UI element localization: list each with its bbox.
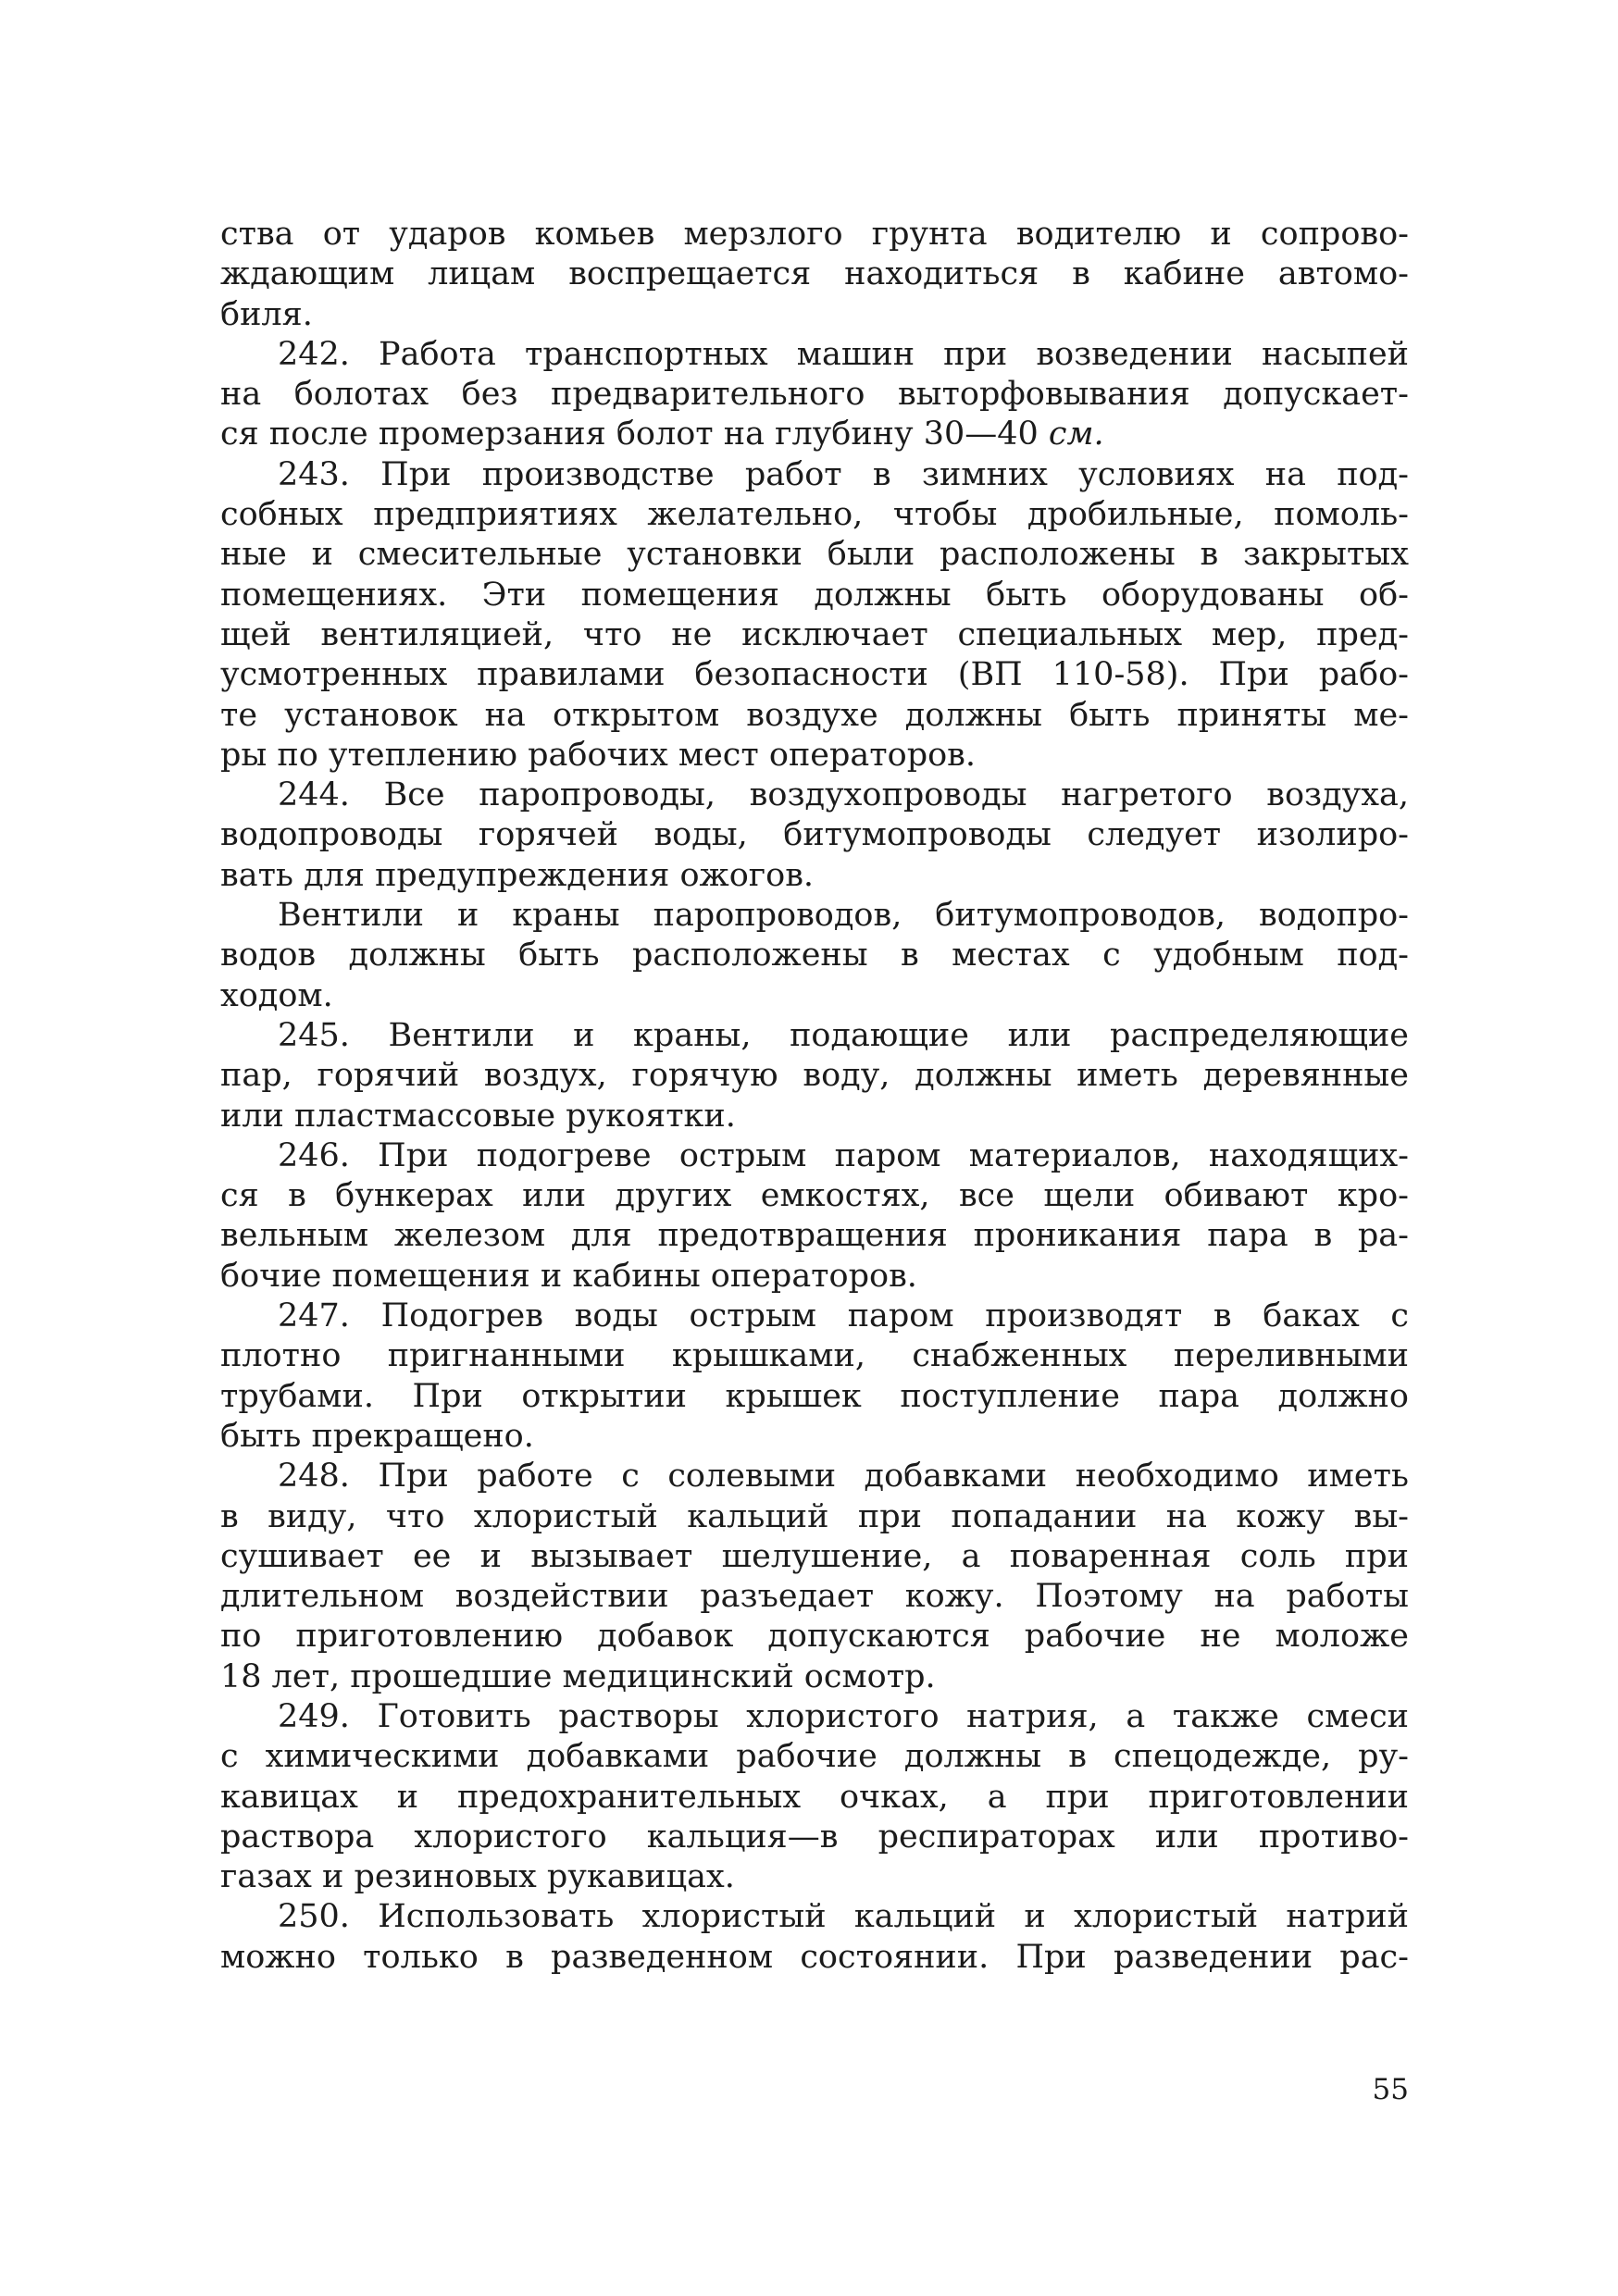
text-line: бочие помещения и кабины операторов.	[220, 1257, 917, 1295]
paragraph-243-start: 243. При производстве работ в зимних условиях на под-	[278, 455, 1409, 493]
text-line: 18 лет, прошедшие медицинский осмотр.	[220, 1657, 936, 1695]
text-line: газах и резиновых рукавицах.	[220, 1858, 735, 1896]
page-number: 55	[1372, 2073, 1409, 2106]
text-line: щей вентиляцией, что не исключает специальных мер, пред-	[220, 615, 1409, 653]
paragraph-242-start: 242. Работа транспортных машин при возведении насыпей	[278, 335, 1409, 373]
text-line: водов должны быть расположены в местах с удобным под-	[220, 937, 1409, 974]
text-line: усмотренных правилами безопасности (ВП 110-58). При рабо-	[220, 656, 1409, 694]
text-line: вать для предупреждения ожогов.	[220, 856, 815, 894]
text-line: те установок на открытом воздухе должны быть приняты ме-	[220, 696, 1409, 734]
paragraph-244-start: 244. Все паропроводы, воздухопроводы нагретого воздуха,	[278, 776, 1409, 814]
paragraph-248-start: 248. При работе с солевыми добавками необходимо иметь	[278, 1458, 1409, 1496]
text-line: вельным железом для предотвращения проникания пара в ра-	[220, 1217, 1409, 1255]
text-line: пар, горячий воздух, горячую воду, должны иметь деревянные	[220, 1057, 1409, 1095]
text-line: ные и смесительные установки были расположены в закрытых	[220, 536, 1409, 574]
text-line: собных предприятиях желательно, чтобы дробильные, помоль-	[220, 496, 1409, 534]
paragraph-250-start: 250. Использовать хлористый кальций и хлористый натрий	[278, 1898, 1409, 1936]
text-line: или пластмассовые рукоятки.	[220, 1097, 736, 1135]
text-line: раствора хлористого кальция—в респираторах или противо-	[220, 1818, 1409, 1855]
text-line: можно только в разведенном состоянии. При разведении рас-	[220, 1938, 1409, 1976]
text-line: помещениях. Эти помещения должны быть оборудованы об-	[220, 576, 1409, 614]
text-line: ходом.	[220, 976, 333, 1014]
text-line: по приготовлению добавок допускаются рабочие не моложе	[220, 1618, 1409, 1656]
text-line: ры по утеплению рабочих мест операторов.	[220, 736, 977, 774]
text-line: сушивает ее и вызывает шелушение, а поваренная соль при	[220, 1537, 1409, 1575]
text-line: ства от ударов комьев мерзлого грунта водителю и сопрово-	[220, 216, 1409, 253]
text-line-main: ся после промерзания болот на глубину 30—40	[220, 416, 1049, 453]
text-line: в виду, что хлористый кальций при попадании на кожу вы-	[220, 1497, 1409, 1535]
text-line: ждающим лицам воспрещается находиться в кабине автомо-	[220, 255, 1409, 293]
text-line: трубами. При открытии крышек поступление пара должно	[220, 1377, 1409, 1415]
paragraph-249-start: 249. Готовить растворы хлористого натрия, а также смеси	[278, 1697, 1409, 1735]
paragraph-valves-start: Вентили и краны паропроводов, битумопроводов, водопро-	[278, 897, 1409, 935]
text-line: биля.	[220, 295, 313, 333]
text-line: быть прекращено.	[220, 1417, 534, 1455]
body-text	[220, 215, 1409, 1978]
text-line: ся в бункерах или других емкостях, все щели обивают кро-	[220, 1177, 1409, 1215]
text-line: кавицах и предохранительных очках, а при приготовлении	[220, 1778, 1409, 1816]
text-line: на болотах без предварительного выторфовывания допускает-	[220, 376, 1409, 414]
text-line: плотно пригнанными крышками, снабженных переливными	[220, 1337, 1409, 1375]
text-line: водопроводы горячей воды, битумопроводы следует изолиро-	[220, 816, 1409, 854]
unit-italic: см.	[1048, 416, 1104, 453]
text-line	[220, 415, 1409, 454]
text-line: длительном воздействии разъедает кожу. Поэтому на работы	[220, 1578, 1409, 1616]
paragraph-246-start: 246. При подогреве острым паром материалов, находящих-	[278, 1136, 1409, 1174]
paragraph-247-start: 247. Подогрев воды острым паром производят в баках с	[278, 1297, 1409, 1335]
text-line: с химическими добавками рабочие должны в спецодежде, ру-	[220, 1738, 1409, 1776]
paragraph-245-start: 245. Вентили и краны, подающие или распределяющие	[278, 1016, 1409, 1054]
